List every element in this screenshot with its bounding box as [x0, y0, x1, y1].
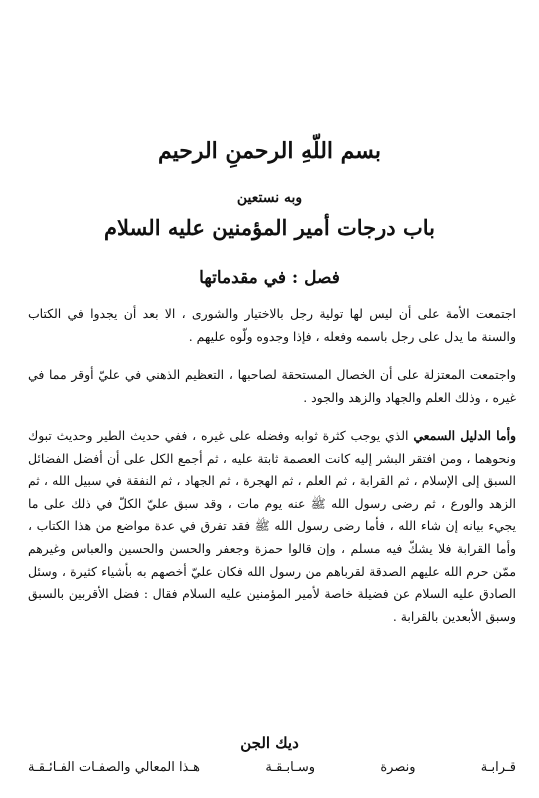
basmala-heading: بسم اللّهِ الرحمنِ الرحيم	[157, 138, 382, 164]
paragraph-3-lead: وأما الدليل السمعي	[413, 428, 516, 443]
paragraph-1: اجتمعت الأمة على أن ليس لها تولية رجل بالاختيار والشورى ، الا بعد أن يجدوا في الكتاب والسنة ما يدل على رجل باسمه وفعله ، فإذا وجدوه ولّوه عليهم .	[28, 306, 516, 344]
poem-word: وسـابـقـة	[265, 760, 316, 775]
paragraph-3	[28, 425, 516, 628]
chapter-title: باب درجات أمير المؤمنين عليه السلام	[104, 215, 435, 240]
poem-word: قـرابـة	[480, 760, 516, 775]
poem-verse	[28, 760, 516, 775]
poem-word: ونصرة	[380, 760, 416, 775]
section-heading: فصل : في مقدماتها	[199, 268, 340, 288]
poet-heading: ديك الجن	[240, 734, 299, 752]
invocation-line: وبه نستعين	[236, 190, 303, 206]
paragraph-3-body: الذي يوجب كثرة ثوابه وفضله على غيره ، ففي حديث الطير وحديث تبوك ونحوهما ، ومن افتقر البشر إليه كانت العصمة ثابتة عليه ، ثم أجمع الكل على أن أفضل الفضائل السبق إلى الإسلام ، ثم القرابة ، ثم العلم ، ثم الهجرة ، ثم الجهاد ، ثم النفقة في سبيل الله ، ثم الزهد والورع ، ثم رضى رسول الله ﷺ عنه يوم مات ، وقد سبق عليّ الكلّ في ذلك على ما يجيء بيانه إن شاء الله ، فأما رضى رسول الله ﷺ فقد تفرق في عدة مواضع من هذا الكتاب ، وأما القرابة فلا يشكّ فيه مسلم ، وإن قالوا حمزة وجعفر والحسن والحسين والعباس وغيرهم ممّن حرم الله عليهم الصدقة لقرباهم من رسول الله فكان عليّ أخصهم به بأشياء كثيرة ، وسئل الصادق عليه السلام عن فضيلة خاصة لأمير المؤمنين عليه السلام فقال : فضل الأقربين بالسبق وسبق الأبعدين بالقرابة .	[28, 428, 516, 624]
poem-word: هـذا المعالي والصفـات الفـائـقـة	[28, 760, 201, 775]
paragraph-2: واجتمعت المعتزلة على أن الخصال المستحقة لصاحبها ، التعظيم الذهني في عليّ أوقر مما في غيره ، وذلك العلم والجهاد والزهد والجود .	[28, 367, 516, 405]
